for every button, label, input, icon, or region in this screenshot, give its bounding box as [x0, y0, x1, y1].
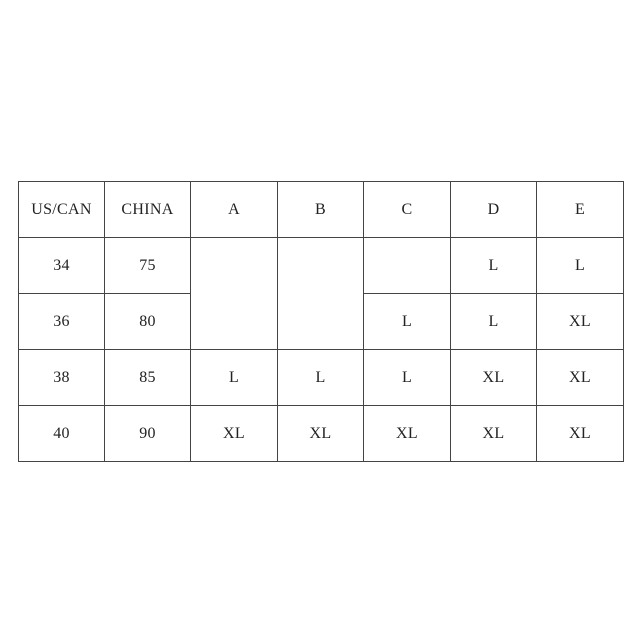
header-row: [19, 182, 624, 238]
cell-china: 90: [105, 406, 191, 462]
cell-b: XL: [278, 406, 364, 462]
size-chart-table: [18, 181, 624, 462]
cell-china: 85: [105, 350, 191, 406]
cell-us-can: 40: [19, 406, 105, 462]
table-row: [19, 238, 624, 294]
header-us-can: US/CAN: [19, 182, 105, 238]
header-china: CHINA: [105, 182, 191, 238]
cell-b-merged-empty: [278, 238, 364, 350]
cell-c: L: [364, 294, 451, 350]
cell-china: 75: [105, 238, 191, 294]
table-row: [19, 350, 624, 406]
cell-e: XL: [537, 350, 624, 406]
cell-b: L: [278, 350, 364, 406]
cell-c: L: [364, 350, 451, 406]
cell-e: L: [537, 238, 624, 294]
cell-e: XL: [537, 294, 624, 350]
cell-a-merged-empty: [191, 238, 278, 350]
header-cup-a: A: [191, 182, 278, 238]
header-cup-c: C: [364, 182, 451, 238]
cell-d: L: [451, 238, 537, 294]
header-cup-e: E: [537, 182, 624, 238]
cell-d: XL: [451, 406, 537, 462]
cell-d: L: [451, 294, 537, 350]
cell-a: L: [191, 350, 278, 406]
header-cup-d: D: [451, 182, 537, 238]
table-row: [19, 406, 624, 462]
cell-china: 80: [105, 294, 191, 350]
cell-d: XL: [451, 350, 537, 406]
cell-us-can: 38: [19, 350, 105, 406]
cell-c-empty: [364, 238, 451, 294]
cell-c: XL: [364, 406, 451, 462]
header-cup-b: B: [278, 182, 364, 238]
cell-e: XL: [537, 406, 624, 462]
cell-us-can: 36: [19, 294, 105, 350]
cell-us-can: 34: [19, 238, 105, 294]
cell-a: XL: [191, 406, 278, 462]
